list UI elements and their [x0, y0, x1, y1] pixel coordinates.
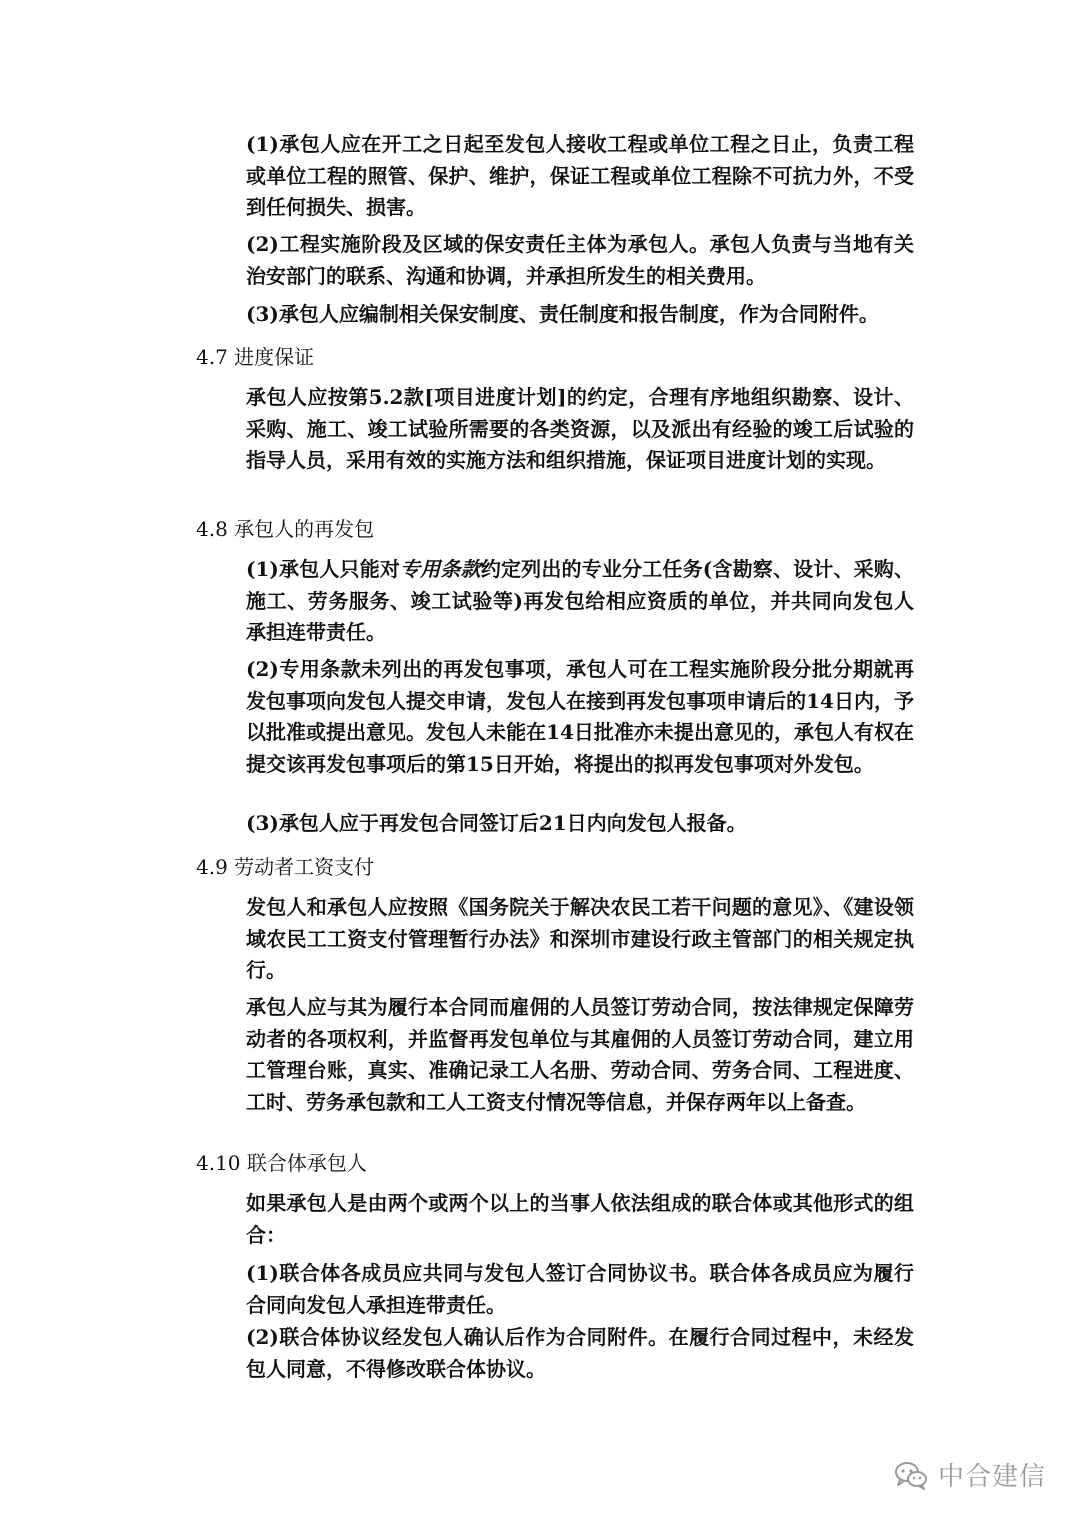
paragraph-labor-contract: 承包人应与其为履行本合同而雇佣的人员签订劳动合同，按法律规定保障劳动者的各项权利，并监督再发包单位与其雇佣的人员签订劳动合同，建立用工管理台账，真实、准确记录工人名册、劳动合同、劳务合同、工程进度、工时、劳务承包款和工人工资支付情况等信息，并保存两年以上备查。	[246, 995, 914, 1114]
special-clause-emphasis: 专用条款	[400, 557, 481, 581]
watermark-text: 中合建信	[937, 1462, 1046, 1492]
watermark	[894, 1456, 1046, 1493]
paragraph-security-responsibility: (2)工程实施阶段及区域的保安责任主体为承包人。承包人负责与当地有关治安部门的联系、沟通和协调，并承担所发生的相关费用。	[246, 232, 914, 288]
paragraph-subcontract-filing: (3)承包人应于再发包合同签订后21日内向发包人报备。	[246, 811, 747, 835]
section-heading-4-8: 4.8 承包人的再发包	[196, 517, 375, 541]
paragraph-subcontract-scope	[246, 554, 914, 649]
section-heading-4-10: 4.10 联合体承包人	[196, 1151, 367, 1175]
paragraph-security-rules: (3)承包人应编制相关保安制度、责任制度和报告制度，作为合同附件。	[246, 302, 879, 326]
section-heading-4-7: 4.7 进度保证	[196, 345, 315, 369]
paragraph-schedule-guarantee: 承包人应按第5.2款[项目进度计划]的约定，合理有序地组织勘察、设计、采购、施工、竣工试验所需要的各类资源，以及派出有经验的竣工后试验的指导人员，采用有效的实施方法和组织措施，保证项目进度计划的实现。	[246, 385, 914, 472]
paragraph-wage-regulations: 发包人和承包人应按照《国务院关于解决农民工若干问题的意见》、《建设领域农民工工资支付管理暂行办法》和深圳市建设行政主管部门的相关规定执行。	[246, 895, 914, 982]
paragraph-subcontract-application: (2)专用条款未列出的再发包事项，承包人可在工程实施阶段分批分期就再发包事项向发包人提交申请，发包人在接到再发包事项申请后的14日内，予以批准或提出意见。发包人未能在14日批准亦未提出意见的，承包人有权在提交该再发包事项后的第15日开始，将提出的拟再发包事项对外发包。	[246, 657, 914, 776]
wechat-icon	[894, 1460, 928, 1490]
paragraph-consortium-intro: 如果承包人是由两个或两个以上的当事人依法组成的联合体或其他形式的组合：	[246, 1191, 914, 1247]
paragraph-consortium-agreement: (1)联合体各成员应共同与发包人签订合同协议书。联合体各成员应为履行合同向发包人承担连带责任。	[246, 1261, 914, 1317]
paragraph-consortium-annex: (2)联合体协议经发包人确认后作为合同附件。在履行合同过程中，未经发包人同意，不得修改联合体协议。	[246, 1325, 914, 1381]
section-heading-4-9: 4.9 劳动者工资支付	[196, 855, 375, 879]
paragraph-care-of-works: (1)承包人应在开工之日起至发包人接收工程或单位工程之日止，负责工程或单位工程的照管、保护、维护，保证工程或单位工程除不可抗力外，不受到任何损失、损害。	[246, 132, 914, 219]
paragraph-subcontract-scope-a: (1)承包人只能对	[246, 557, 401, 581]
paragraph-subcontract-scope-b: 约定列出的专业分工任务(含勘察、设计、采购、施工、劳务服务、竣工试验等)再发包给相应资质的单位，并共同向发包人承担连带责任。	[246, 557, 915, 644]
